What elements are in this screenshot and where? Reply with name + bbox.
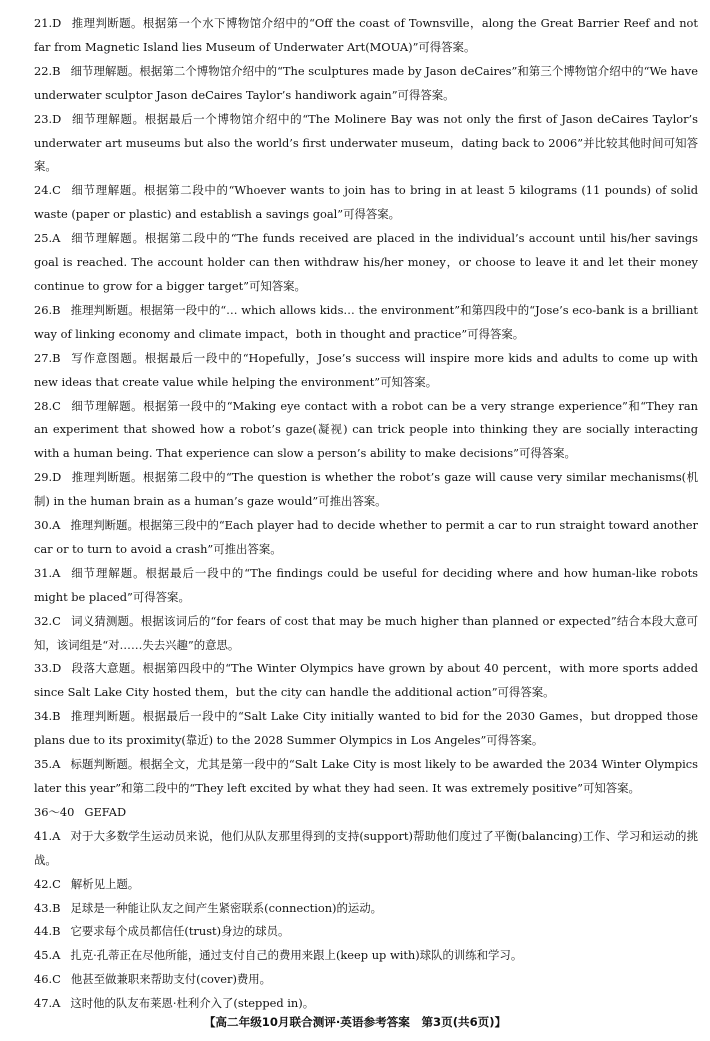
answer-item-24: [34, 179, 698, 227]
answer-number: 34.B: [34, 709, 61, 724]
answer-number: 22.B: [34, 63, 61, 78]
answer-number: 43.B: [34, 900, 61, 915]
answer-explanation: 这时他的队友布莱恩·杜利介入了(stepped in)。: [70, 996, 315, 1011]
answer-explanation: 推理判断题。根据第二段中的“The question is whether the robot’s gaze will cause very similar mechanisms(机制) in the human brain as a human’s gaze would”可推出答案。: [34, 470, 698, 509]
answer-item-36-40: [34, 801, 698, 825]
answer-number: 47.A: [34, 996, 61, 1011]
answer-item-44: [34, 920, 698, 944]
answer-item-30: [34, 514, 698, 562]
answer-number: 35.A: [34, 757, 61, 772]
answer-item-45: [34, 944, 698, 968]
answer-item-32: [34, 610, 698, 658]
answer-item-27: [34, 347, 698, 395]
answer-explanation: 推理判断题。根据第一个水下博物馆介绍中的“Off the coast of Townsville，along the Great Barrier Reef and not far from Magnetic Island lies Museum of Underwater Art(MOUA)”可得答案。: [34, 16, 698, 54]
answer-item-43: [34, 897, 698, 921]
answer-item-41: [34, 825, 698, 873]
answer-item-42: [34, 873, 698, 897]
answer-explanation: 细节理解题。根据第一段中的“Making eye contact with a robot can be a very strange experience”和“They ran an experiment that showed how a robot’s gaze(凝视) can trick people into thinking they are socially interacting with a human being. That experience can slow a person’s ability to make decisions”可得答案。: [34, 398, 698, 461]
answer-explanation: 细节理解题。根据第二个博物馆介绍中的“The sculptures made by Jason deCaires”和第三个博物馆介绍中的“We have underwater sculptor Jason deCaires Taylor’s handiwork again”可得答案。: [34, 63, 698, 102]
answer-explanation: 推理判断题。根据最后一段中的“Salt Lake City initially wanted to bid for the 2030 Games，but dropped those plans due to its proximity(靠近) to the 2028 Summer Olympics in Los Angeles”可得答案。: [34, 709, 698, 748]
answer-explanation: 细节理解题。根据最后一段中的“The findings could be useful for deciding where and how human-like robots might be placed”可得答案。: [34, 565, 698, 604]
answer-explanation: 推理判断题。根据第三段中的“Each player had to decide whether to permit a car to run straight toward another car or to turn to avoid a crash”可推出答案。: [34, 518, 698, 556]
answer-number: 32.C: [34, 613, 61, 628]
answer-item-23: [34, 108, 698, 180]
answer-number: 21.D: [34, 16, 62, 30]
answer-item-46: [34, 968, 698, 992]
answer-item-33: [34, 657, 698, 705]
answer-item-34: [34, 705, 698, 753]
answer-explanation: 细节理解题。根据第二段中的“The funds received are placed in the individual’s account until his/her savings goal is reached. The account holder can then withdraw his/her money，or choose to leave it and let their money continue to grow for a bigger target”可知答案。: [34, 231, 698, 293]
answer-number: 24.C: [34, 183, 61, 198]
answer-item-31: [34, 562, 698, 610]
answer-number: 41.A: [34, 828, 61, 843]
answer-explanation: 词义猜测题。根据该词后的“for fears of cost that may be much higher than planned or expected”结合本段大意可知，该词组是“对……失去兴趣”的意思。: [34, 613, 698, 652]
answer-number: 27.B: [34, 350, 61, 365]
answer-item-47: [34, 992, 698, 1016]
answer-explanation: 写作意图题。根据最后一段中的“Hopefully，Jose’s success will inspire more kids and adults to come up with new ideas that create value while helping the environment”可知答案。: [34, 350, 698, 389]
answer-item-22: [34, 60, 698, 108]
answer-number: 44.B: [34, 924, 61, 939]
answer-explanation: 段落大意题。根据第四段中的“The Winter Olympics have grown by about 40 percent，with more sports added since Salt Lake City hosted them，but the city can handle the additional action”可得答案。: [34, 661, 698, 700]
answer-number: 36～40: [34, 804, 75, 819]
answer-number: 28.C: [34, 398, 61, 413]
answer-item-35: [34, 753, 698, 801]
answer-explanation: 他甚至做兼职来帮助支付(cover)费用。: [70, 972, 272, 987]
answer-number: 25.A: [34, 231, 61, 246]
answer-number: 33.D: [34, 661, 62, 676]
answer-number: 42.C: [34, 876, 61, 891]
answer-item-21: [34, 12, 698, 60]
answer-number: 26.B: [34, 302, 61, 317]
answer-explanation: 细节理解题。根据最后一个博物馆介绍中的“The Molinere Bay was not only the first of Jason deCaires Taylor’s underwater art museums but also the world’s first underwater museum，dating back to 2006”并比较其他时间可知答案。: [34, 111, 698, 174]
answer-explanation: 扎克·孔蒂正在尽他所能，通过支付自己的费用来跟上(keep up with)球队的训练和学习。: [70, 948, 523, 963]
answer-item-25: [34, 227, 698, 299]
answer-explanation: 足球是一种能让队友之间产生紧密联系(connection)的运动。: [70, 900, 383, 915]
answer-explanation: 解析见上题。: [70, 876, 140, 891]
answer-explanation: 它要求每个成员都信任(trust)身边的球员。: [70, 924, 290, 939]
answer-number: 31.A: [34, 565, 61, 580]
answer-number: 46.C: [34, 972, 61, 987]
answer-number: 29.D: [34, 470, 62, 485]
answer-number: 23.D: [34, 111, 62, 126]
answer-item-29: [34, 466, 698, 514]
answer-item-26: [34, 299, 698, 347]
answer-explanation: 推理判断题。根据第一段中的“… which allows kids… the environment”和第四段中的“Jose’s eco-bank is a brilliant way of linking economy and climate impact，both in thought and practice”可得答案。: [34, 302, 698, 341]
answer-number: 45.A: [34, 948, 61, 963]
answer-item-28: [34, 395, 698, 467]
answer-number: 30.A: [34, 518, 61, 533]
answer-explanation: 细节理解题。根据第二段中的“Whoever wants to join has to bring in at least 5 kilograms (11 pounds) of solid waste (paper or plastic) and establish a savings goal”可得答案。: [34, 183, 698, 222]
answer-explanation: 标题判断题。根据全文，尤其是第一段中的“Salt Lake City is most likely to be awarded the 2034 Winter Olympics later this year”和第二段中的“They left excited by what they had seen. It was extremely positive”可知答案。: [34, 757, 698, 795]
answer-list: [34, 12, 698, 1016]
answer-explanation: 对于大多数学生运动员来说，他们从队友那里得到的支持(support)帮助他们度过了平衡(balancing)工作、学习和运动的挑战。: [34, 828, 698, 867]
answer-explanation: GEFAD: [84, 804, 127, 819]
page-footer: 【高二年级10月联合测评·英语参考答案 第3页(共6页)】: [203, 1015, 507, 1029]
